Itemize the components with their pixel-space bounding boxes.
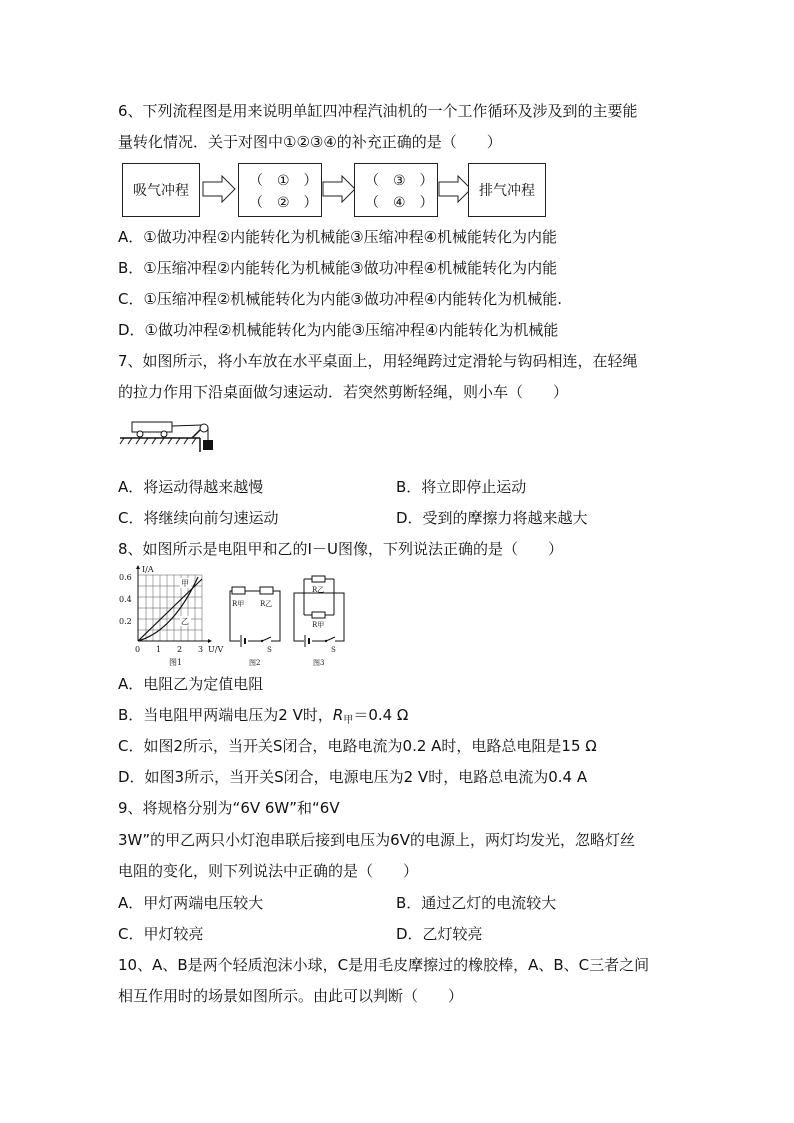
flow-box-2: [238, 163, 322, 217]
q7-stem-line2: 的拉力作用下沿桌面做匀速运动．若突然剪断轻绳，则小车（ ）: [118, 383, 569, 401]
q9-stem-line1: 9、将规格分别为“6V 6W”和“6V: [118, 799, 340, 817]
iu-graph: [119, 565, 223, 667]
q8-option-c: C．如图2所示，当开关S闭合，电路电流为0.2 A时，电路总电阻是15 Ω: [118, 737, 597, 755]
iu-ytick-0.6: 0.6: [119, 573, 132, 582]
q10-stem-line2: 相互作用时的场景如图所示。由此可以判断（ ）: [118, 987, 464, 1005]
q6-option-a: A．①做功冲程②内能转化为机械能③压缩冲程④机械能转化为内能: [118, 228, 558, 246]
q9-option-a: A．甲灯两端电压较大: [118, 894, 264, 912]
flow-box-2-top: （ ① ）: [249, 173, 318, 189]
circuit-series: [230, 587, 280, 667]
q8-option-b-pre: B．当电阻甲两端电压为2 V时，: [118, 706, 333, 724]
flow-box-3: [354, 163, 438, 217]
q7-option-c: C．将继续向前匀速运动: [118, 509, 279, 527]
q8-option-b-post: ＝0.4 Ω: [353, 706, 409, 724]
fig2-caption: 图2: [249, 659, 261, 667]
iu-xtick-2: 2: [177, 645, 183, 654]
cart-wheel-front: [161, 431, 167, 437]
iu-ytick-0.4: 0.4: [119, 595, 132, 604]
flow-box-2-bottom: （ ② ）: [249, 195, 318, 211]
q10-stem-line1: 10、A、B是两个轻质泡沫小球，C是用毛皮摩擦过的橡胶棒，A、B、C三者之间: [118, 956, 650, 974]
fig3-r1-label: R乙: [312, 586, 325, 594]
iu-xtick-3: 3: [198, 645, 204, 654]
fig2-switch-label: S: [267, 646, 272, 654]
cart-wheel-rear: [137, 431, 143, 437]
iu-label-yi: 乙: [181, 617, 189, 626]
fig2-r1-label: R甲: [232, 600, 245, 608]
q6-option-d: D．①做功冲程②机械能转化为内能③压缩冲程④内能转化为机械能: [118, 321, 559, 339]
q9-option-b: B．通过乙灯的电流较大: [396, 894, 557, 912]
q6-stem-line1: 6、下列流程图是用来说明单缸四冲程汽油机的一个工作循环及涉及到的主要能: [118, 102, 638, 120]
q9-option-d: D．乙灯较亮: [396, 925, 483, 943]
flow-box-3-bottom: （ ④ ）: [365, 195, 434, 211]
iu-ytick-0.2: 0.2: [119, 617, 132, 626]
q8-stem: 8、如图所示是电阻甲和乙的I－U图像，下列说法正确的是（ ）: [118, 540, 563, 558]
q9-stem-line3: 电阻的变化，则下列说法中正确的是（ ）: [118, 862, 419, 880]
flow-arrow-1: [202, 175, 236, 203]
fig3-switch-label: S: [331, 646, 336, 654]
rope-horizontal: [172, 425, 202, 426]
flow-arrow-3: [438, 175, 472, 203]
q9-stem-line2: 3W”的甲乙两只小灯泡串联后接到电压为6V的电源上，两灯均发光，忽略灯丝: [118, 831, 635, 849]
flow-box-exhaust: [468, 163, 546, 217]
iu-ylabel: I/A: [142, 565, 154, 574]
q9-option-c: C．甲灯较亮: [118, 925, 204, 943]
pulley: [200, 424, 208, 432]
flow-arrow-2: [322, 175, 356, 203]
q8-option-a: A．电阻乙为定值电阻: [118, 675, 264, 693]
q8-option-b-var: R: [332, 706, 344, 724]
fig1-caption: 图1: [169, 658, 183, 667]
q7-option-d: D．受到的摩擦力将越来越大: [396, 509, 588, 527]
fig2-r2-label: R乙: [260, 600, 273, 608]
fig3-r2-label: R甲: [312, 621, 325, 629]
q8-option-b: [118, 705, 408, 731]
q8-option-b-sub: 甲: [343, 715, 354, 726]
hook-weight: [203, 440, 213, 450]
flow-box-intake: [122, 163, 200, 217]
q8-figures: [118, 565, 358, 670]
flow-box-intake-label: 吸气冲程: [133, 183, 189, 199]
table-hatching: [120, 438, 200, 452]
q8-option-d: D．如图3所示，当开关S闭合，电源电压为2 V时，电路总电流为0.4 A: [118, 768, 588, 786]
flow-box-3-top: （ ③ ）: [365, 173, 434, 189]
q6-stem-line2: 量转化情况．关于对图中①②③④的补充正确的是（ ）: [118, 133, 502, 151]
circuit-parallel: [294, 576, 344, 667]
iu-xlabel: U/V: [208, 645, 224, 654]
q6-option-b: B．①压缩冲程②内能转化为机械能③做功冲程④机械能转化为内能: [118, 259, 558, 277]
q7-cart-pulley-figure: [118, 410, 218, 460]
cart: [132, 422, 172, 432]
fig3-caption: 图3: [313, 659, 325, 667]
iu-label-jia: 甲: [181, 579, 189, 588]
flow-box-exhaust-label: 排气冲程: [479, 183, 535, 199]
iu-xtick-1: 1: [156, 645, 162, 654]
q6-option-c: C．①压缩冲程②机械能转化为内能③做功冲程④内能转化为机械能.: [118, 290, 563, 308]
q7-option-b: B．将立即停止运动: [396, 478, 527, 496]
iu-xtick-0: 0: [135, 645, 141, 654]
q7-option-a: A．将运动得越来越慢: [118, 478, 264, 496]
q7-stem-line1: 7、如图所示，将小车放在水平桌面上，用轻绳跨过定滑轮与钩码相连，在轻绳: [118, 352, 638, 370]
